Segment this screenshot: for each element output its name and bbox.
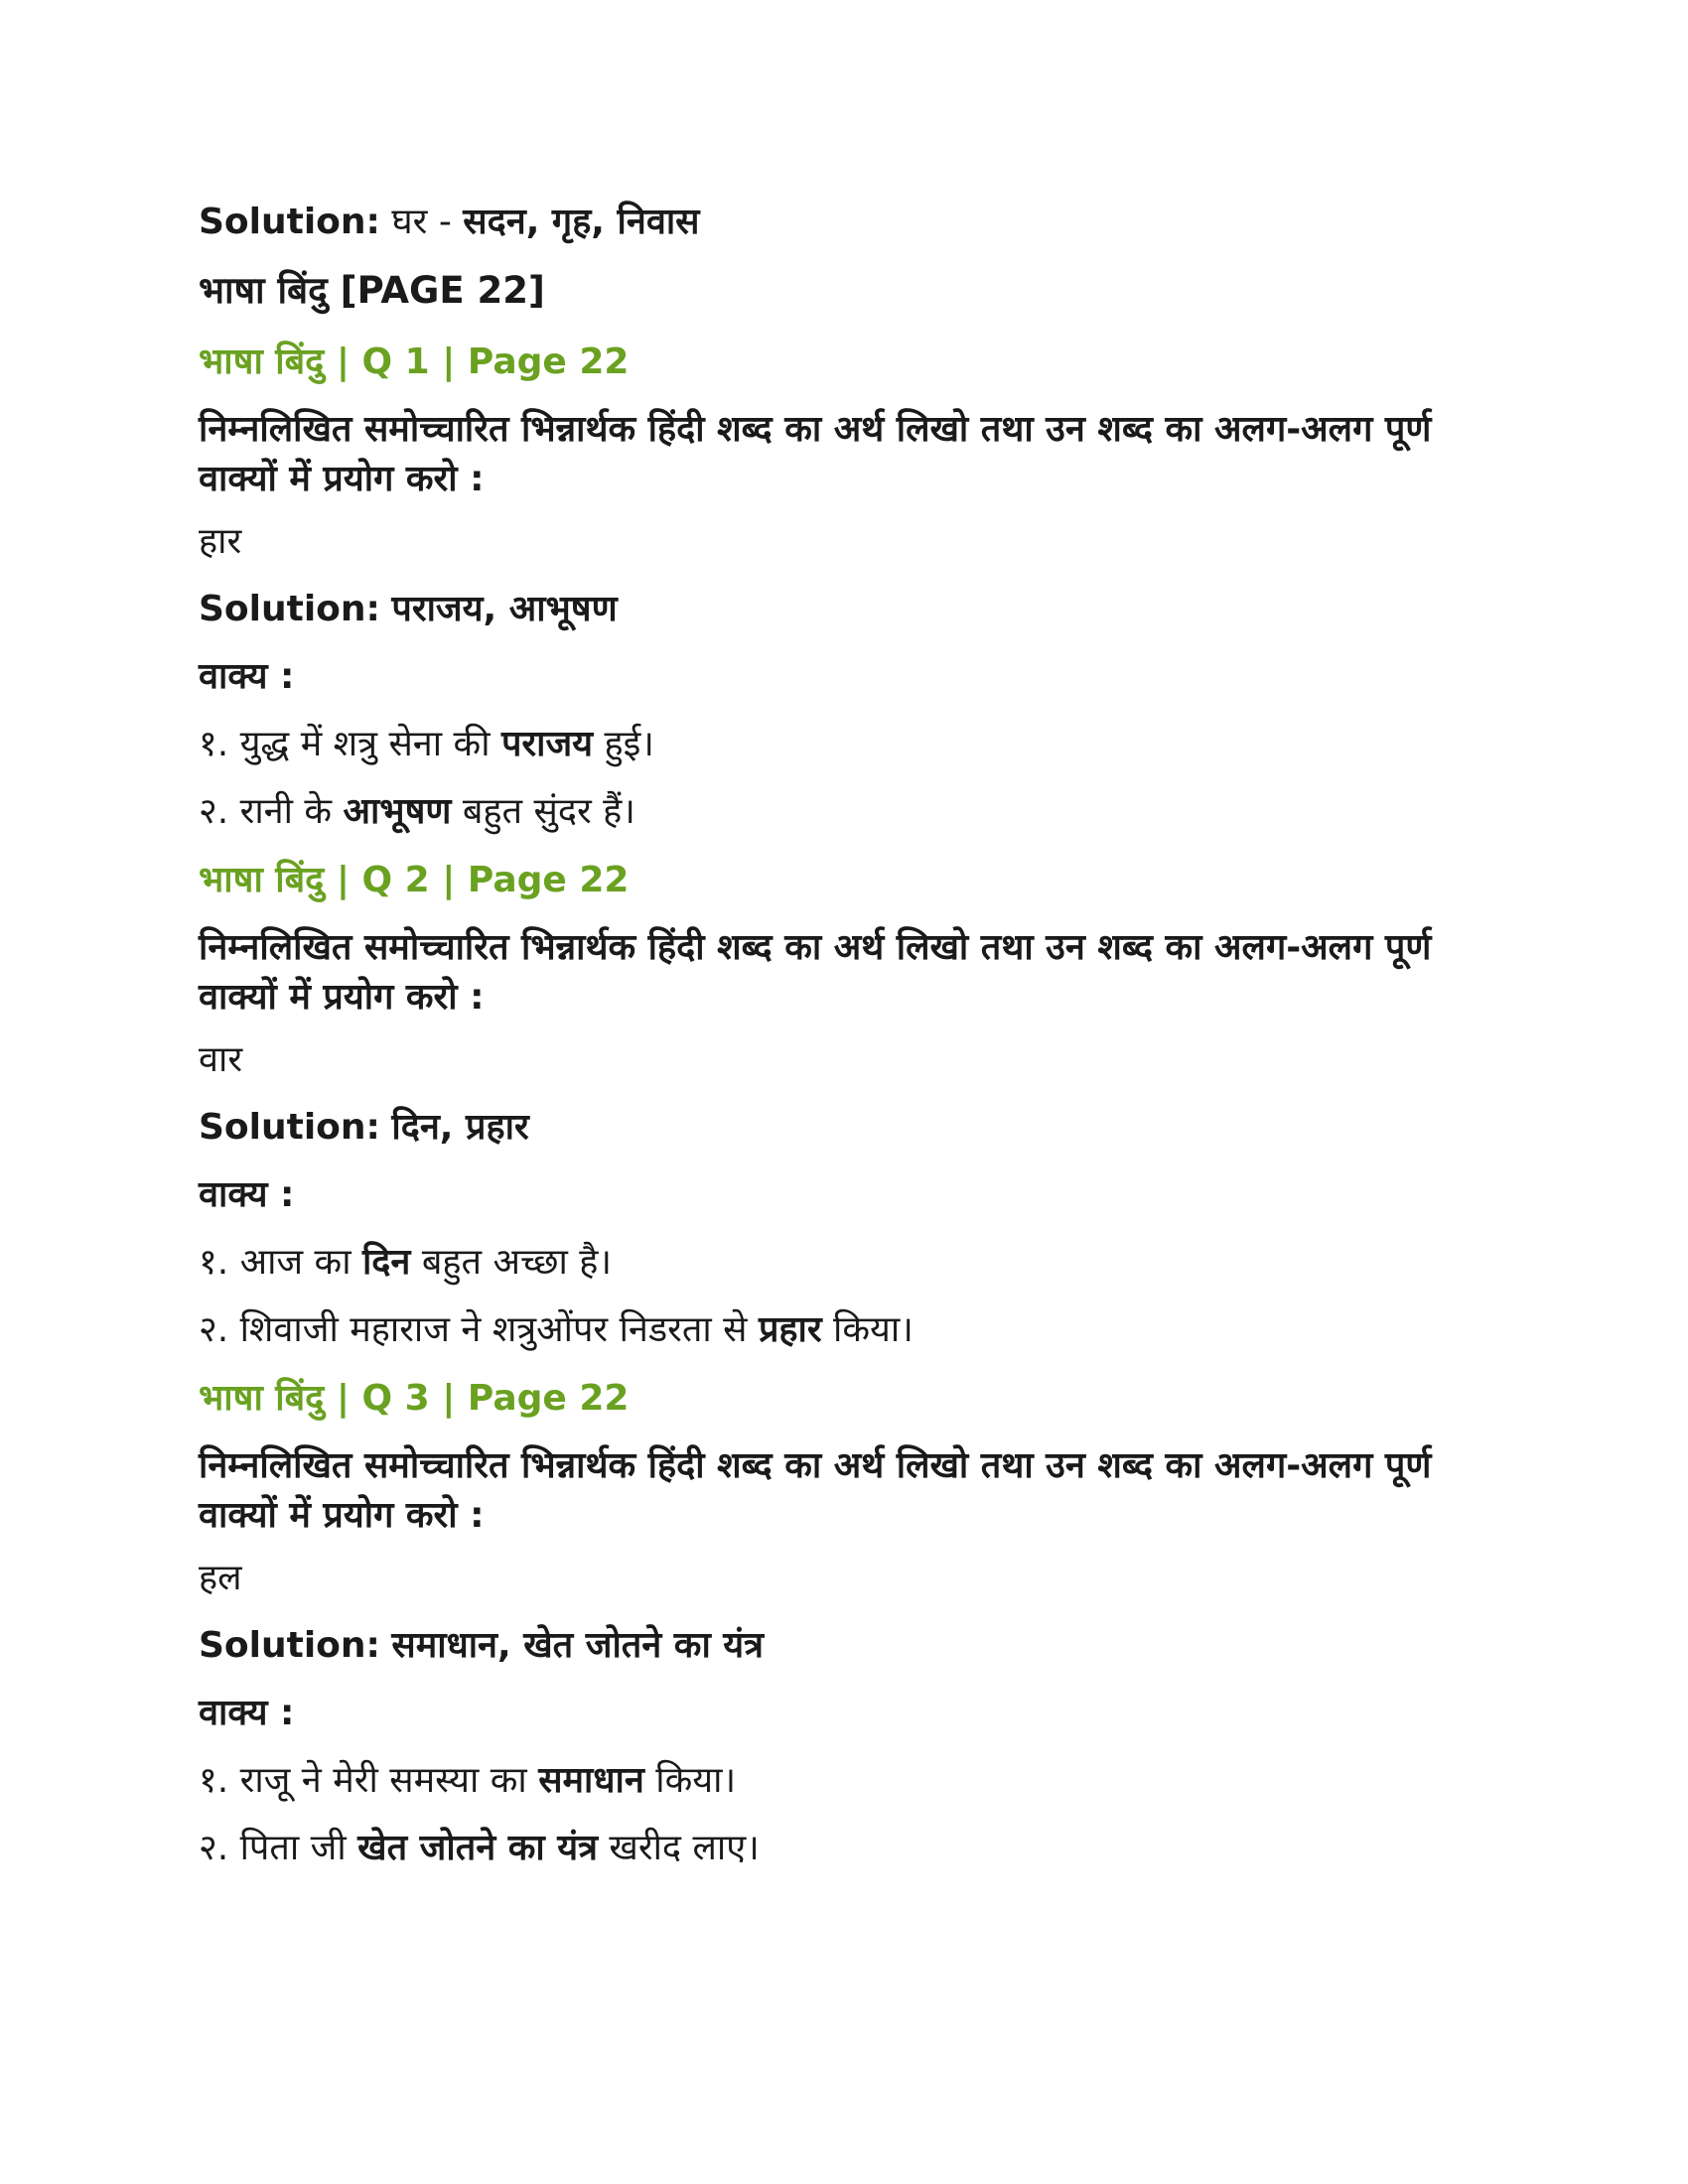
question-block-1 <box>199 338 1489 836</box>
question-word: वार <box>199 1039 243 1080</box>
sentence-bold: पराजय <box>500 724 594 764</box>
vakya-label: वाक्य : <box>199 656 295 697</box>
intro-solution <box>199 199 1489 246</box>
example-sentence <box>199 721 1489 768</box>
sentence-suffix: किया। <box>821 1309 914 1350</box>
sentence-suffix: हुई। <box>593 724 654 764</box>
sentence-suffix: बहुत सुंदर हैं। <box>451 791 635 832</box>
question-block-2 <box>199 856 1489 1354</box>
question-heading: भाषा बिंदु | Q 2 | Page 22 <box>199 860 630 900</box>
section-heading: भाषा बिंदु [PAGE 22] <box>199 269 545 312</box>
question-text: निम्नलिखित समोच्चारित भिन्नार्थक हिंदी शब्द का अर्थ लिखो तथा उन शब्द का अलग-अलग पूर्ण वाक्यों में प्रयोग कराे : <box>199 927 1432 1018</box>
example-sentence <box>199 1306 1489 1354</box>
solution-line <box>199 1622 1489 1670</box>
sentence-prefix: २. रानी के <box>199 791 344 832</box>
solution-label: Solution: <box>199 589 380 629</box>
sentence-prefix: २. शिवाजी महाराज ने शत्रुओंपर निडरता से <box>199 1309 759 1350</box>
solution-answer: दिन, प्रहार <box>391 1107 529 1148</box>
solution-label: Solution: <box>199 1625 380 1666</box>
sentence-suffix: किया। <box>643 1760 737 1801</box>
vakya-label: वाक्य : <box>199 1174 295 1215</box>
sentence-bold: आभूषण <box>343 791 452 832</box>
sentence-prefix: १. युद्ध में शत्रु सेना की <box>199 724 501 764</box>
example-sentence <box>199 1825 1489 1872</box>
solution-word: घर - <box>391 202 452 242</box>
solution-answer: समाधान, खेत जोतने का यंत्र <box>391 1625 765 1666</box>
example-sentence <box>199 1757 1489 1805</box>
question-heading: भाषा बिंदु | Q 3 | Page 22 <box>199 1378 630 1419</box>
solution-label: Solution: <box>199 202 380 242</box>
question-word: हल <box>199 1558 242 1598</box>
solution-label: Solution: <box>199 1107 380 1148</box>
sentence-prefix: १. आज का <box>199 1242 362 1283</box>
question-text: निम्नलिखित समोच्चारित भिन्नार्थक हिंदी शब्द का अर्थ लिखो तथा उन शब्द का अलग-अलग पूर्ण वाक्यों में प्रयोग कराे : <box>199 409 1432 499</box>
solution-answer: पराजय, आभूषण <box>391 589 618 629</box>
question-text: निम्नलिखित समोच्चारित भिन्नार्थक हिंदी शब्द का अर्थ लिखो तथा उन शब्द का अलग-अलग पूर्ण वाक्यों में प्रयोग कराे : <box>199 1445 1432 1536</box>
example-sentence <box>199 788 1489 836</box>
question-word: हार <box>199 521 242 562</box>
sentence-prefix: २. पिता जी <box>199 1828 358 1868</box>
sentence-prefix: १. राजू ने मेरी समस्या का <box>199 1760 539 1801</box>
solution-line <box>199 586 1489 633</box>
question-block-3 <box>199 1374 1489 1872</box>
vakya-label: वाक्य : <box>199 1693 295 1733</box>
question-heading: भाषा बिंदु | Q 1 | Page 22 <box>199 341 630 382</box>
example-sentence <box>199 1239 1489 1287</box>
sentence-bold: प्रहार <box>758 1309 822 1350</box>
sentence-bold: समाधान <box>538 1760 644 1801</box>
solution-answer: सदन, गृह, निवास <box>463 202 700 242</box>
sentence-suffix: खरीद लाए। <box>597 1828 760 1868</box>
sentence-bold: दिन <box>361 1242 411 1283</box>
sentence-bold: खेत जोतने का यंत्र <box>357 1828 598 1868</box>
sentence-suffix: बहुत अच्छा है। <box>410 1242 613 1283</box>
document-page <box>199 199 1489 1892</box>
solution-line <box>199 1104 1489 1152</box>
